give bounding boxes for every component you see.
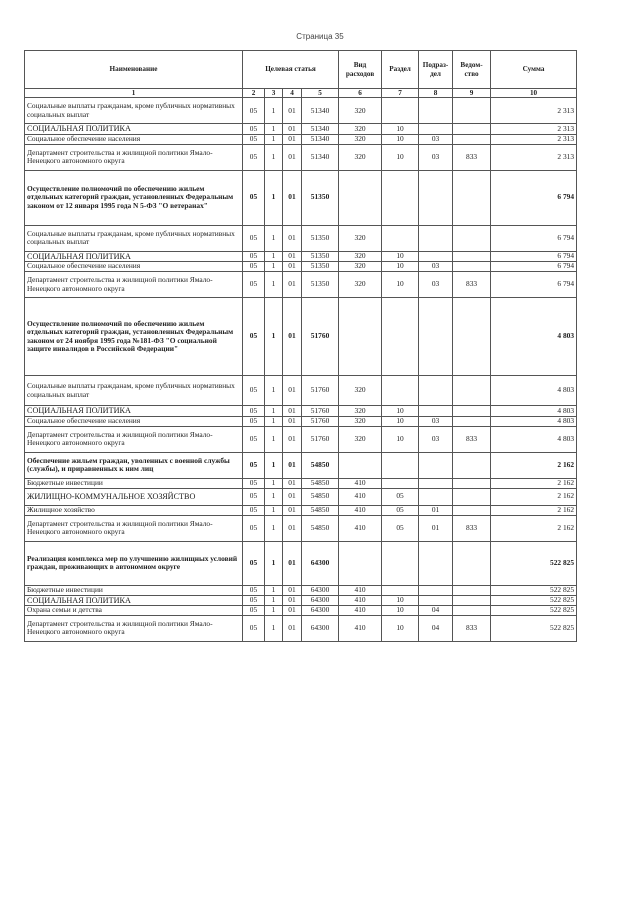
target-code-activity: 01	[283, 170, 302, 225]
target-code-direction: 54850	[302, 478, 339, 488]
amount: 2 162	[491, 488, 577, 505]
section: 10	[382, 262, 419, 272]
table-row	[25, 595, 577, 605]
department-code: 833	[453, 515, 491, 541]
target-code-program: 05	[243, 416, 265, 426]
section: 10	[382, 272, 419, 298]
target-code-activity: 01	[283, 144, 302, 170]
target-code-direction: 54850	[302, 515, 339, 541]
target-code-direction: 51760	[302, 376, 339, 406]
section	[382, 585, 419, 595]
target-code-program: 05	[243, 376, 265, 406]
subsection: 03	[419, 272, 453, 298]
amount: 2 162	[491, 478, 577, 488]
department-code	[453, 134, 491, 144]
target-code-activity: 01	[283, 251, 302, 261]
subsection: 03	[419, 416, 453, 426]
department-code	[453, 298, 491, 376]
subsection: 04	[419, 615, 453, 641]
subsection	[419, 585, 453, 595]
target-code-program: 05	[243, 144, 265, 170]
row-name: Социальное обеспечение населения	[25, 134, 243, 144]
target-code-activity: 01	[283, 406, 302, 416]
row-name: Осуществление полномочий по обеспечению жильем отдельных категорий граждан, установленных Федеральным законом от 24 ноября 1995 года №181-ФЗ "О социальной защите инвалидов в Российской Федерации"	[25, 298, 243, 376]
department-code: 833	[453, 426, 491, 452]
col-number: 1	[25, 89, 243, 98]
target-code-program: 05	[243, 134, 265, 144]
row-name: Обеспечение жильем граждан, уволенных с военной службы (службы), и приравненных к ним лиц	[25, 452, 243, 478]
target-code-program: 05	[243, 426, 265, 452]
target-code-subprogram: 1	[265, 541, 283, 585]
header-podrazdel: Подраз-дел	[419, 51, 453, 89]
header-vedomstvo: Ведом-ство	[453, 51, 491, 89]
amount: 6 794	[491, 262, 577, 272]
row-name: Бюджетные инвестиции	[25, 478, 243, 488]
table-row	[25, 406, 577, 416]
expense-type: 410	[339, 595, 382, 605]
table-row	[25, 585, 577, 595]
target-code-program: 05	[243, 298, 265, 376]
target-code-subprogram: 1	[265, 478, 283, 488]
section: 05	[382, 515, 419, 541]
department-code: 833	[453, 144, 491, 170]
target-code-activity: 01	[283, 595, 302, 605]
subsection	[419, 124, 453, 134]
row-name: Департамент строительства и жилищной политики Ямало-Ненецкого автономного округа	[25, 515, 243, 541]
target-code-subprogram: 1	[265, 595, 283, 605]
expense-type	[339, 170, 382, 225]
row-name: Социальные выплаты гражданам, кроме публичных нормативных социальных выплат	[25, 98, 243, 124]
column-number-row	[25, 89, 577, 98]
subsection	[419, 251, 453, 261]
target-code-subprogram: 1	[265, 98, 283, 124]
table-row	[25, 251, 577, 261]
department-code	[453, 595, 491, 605]
target-code-direction: 51760	[302, 426, 339, 452]
amount: 522 825	[491, 605, 577, 615]
target-code-subprogram: 1	[265, 144, 283, 170]
target-code-subprogram: 1	[265, 585, 283, 595]
section	[382, 98, 419, 124]
target-code-program: 05	[243, 615, 265, 641]
target-code-program: 05	[243, 488, 265, 505]
department-code	[453, 406, 491, 416]
target-code-program: 05	[243, 452, 265, 478]
subsection	[419, 98, 453, 124]
subsection	[419, 541, 453, 585]
row-name: СОЦИАЛЬНАЯ ПОЛИТИКА	[25, 406, 243, 416]
table-row	[25, 376, 577, 406]
section: 10	[382, 605, 419, 615]
subsection	[419, 376, 453, 406]
row-name: Реализация комплекса мер по улучшению жилищных условий граждан, проживающих в автономном округе	[25, 541, 243, 585]
department-code: 833	[453, 272, 491, 298]
target-code-activity: 01	[283, 376, 302, 406]
expense-type: 320	[339, 406, 382, 416]
expense-type: 410	[339, 615, 382, 641]
target-code-program: 05	[243, 605, 265, 615]
col-number: 9	[453, 89, 491, 98]
expense-type: 320	[339, 134, 382, 144]
target-code-subprogram: 1	[265, 262, 283, 272]
empty-page-area	[0, 762, 640, 905]
page-number-label: Страница 35	[296, 32, 344, 41]
table-row	[25, 272, 577, 298]
department-code	[453, 376, 491, 406]
subsection	[419, 452, 453, 478]
department-code	[453, 452, 491, 478]
department-code	[453, 98, 491, 124]
section: 10	[382, 406, 419, 416]
table-row	[25, 298, 577, 376]
target-code-subprogram: 1	[265, 251, 283, 261]
row-name: Осуществление полномочий по обеспечению жильем отдельных категорий граждан, установленных Федеральным законом от 12 января 1995 года N 5-ФЗ "О ветеранах"	[25, 170, 243, 225]
target-code-direction: 54850	[302, 488, 339, 505]
target-code-direction: 51340	[302, 98, 339, 124]
subsection: 04	[419, 605, 453, 615]
section	[382, 170, 419, 225]
table-row	[25, 541, 577, 585]
section: 10	[382, 124, 419, 134]
target-code-direction: 54850	[302, 452, 339, 478]
amount: 4 803	[491, 376, 577, 406]
col-number: 4	[283, 89, 302, 98]
target-code-program: 05	[243, 406, 265, 416]
target-code-direction: 51350	[302, 262, 339, 272]
target-code-direction: 51760	[302, 406, 339, 416]
expense-type: 320	[339, 225, 382, 251]
expense-type: 320	[339, 262, 382, 272]
target-code-direction: 51760	[302, 298, 339, 376]
expense-type: 410	[339, 585, 382, 595]
amount: 2 313	[491, 134, 577, 144]
expense-type: 320	[339, 251, 382, 261]
subsection: 03	[419, 262, 453, 272]
target-code-direction: 51340	[302, 144, 339, 170]
target-code-direction: 51350	[302, 272, 339, 298]
target-code-program: 05	[243, 515, 265, 541]
target-code-subprogram: 1	[265, 505, 283, 515]
section: 10	[382, 134, 419, 144]
target-code-activity: 01	[283, 298, 302, 376]
subsection: 03	[419, 134, 453, 144]
expense-type: 320	[339, 416, 382, 426]
target-code-direction: 64300	[302, 541, 339, 585]
target-code-activity: 01	[283, 225, 302, 251]
department-code	[453, 605, 491, 615]
row-name: Бюджетные инвестиции	[25, 585, 243, 595]
row-name: СОЦИАЛЬНАЯ ПОЛИТИКА	[25, 595, 243, 605]
expense-type	[339, 541, 382, 585]
section	[382, 225, 419, 251]
department-code	[453, 478, 491, 488]
target-code-direction: 51760	[302, 416, 339, 426]
target-code-program: 05	[243, 225, 265, 251]
section: 05	[382, 488, 419, 505]
subsection	[419, 478, 453, 488]
row-name: Департамент строительства и жилищной политики Ямало-Ненецкого автономного округа	[25, 426, 243, 452]
amount: 4 803	[491, 298, 577, 376]
row-name: Департамент строительства и жилищной политики Ямало-Ненецкого автономного округа	[25, 615, 243, 641]
table-row	[25, 262, 577, 272]
expense-type: 320	[339, 272, 382, 298]
header-vid: Вид расходов	[339, 51, 382, 89]
subsection	[419, 488, 453, 505]
section: 10	[382, 416, 419, 426]
amount: 4 803	[491, 406, 577, 416]
expense-type: 320	[339, 376, 382, 406]
department-code	[453, 251, 491, 261]
expense-type: 320	[339, 144, 382, 170]
amount: 522 825	[491, 615, 577, 641]
target-code-subprogram: 1	[265, 488, 283, 505]
table-row	[25, 416, 577, 426]
table-row	[25, 124, 577, 134]
target-code-direction: 54850	[302, 505, 339, 515]
target-code-activity: 01	[283, 452, 302, 478]
target-code-direction: 51350	[302, 170, 339, 225]
expense-type	[339, 298, 382, 376]
target-code-program: 05	[243, 585, 265, 595]
department-code: 833	[453, 615, 491, 641]
target-code-direction: 51350	[302, 225, 339, 251]
table-row	[25, 515, 577, 541]
header-target: Целевая статья	[243, 51, 339, 89]
target-code-activity: 01	[283, 134, 302, 144]
row-name: Департамент строительства и жилищной политики Ямало-Ненецкого автономного округа	[25, 144, 243, 170]
department-code	[453, 488, 491, 505]
target-code-activity: 01	[283, 416, 302, 426]
expense-type	[339, 452, 382, 478]
section: 10	[382, 426, 419, 452]
target-code-subprogram: 1	[265, 406, 283, 416]
target-code-subprogram: 1	[265, 225, 283, 251]
department-code	[453, 170, 491, 225]
row-name: Социальные выплаты гражданам, кроме публичных нормативных социальных выплат	[25, 225, 243, 251]
section	[382, 298, 419, 376]
section: 10	[382, 144, 419, 170]
section	[382, 376, 419, 406]
row-name: Департамент строительства и жилищной политики Ямало-Ненецкого автономного округа	[25, 272, 243, 298]
department-code	[453, 262, 491, 272]
subsection: 03	[419, 426, 453, 452]
amount: 4 803	[491, 426, 577, 452]
row-name: Социальное обеспечение населения	[25, 262, 243, 272]
target-code-subprogram: 1	[265, 426, 283, 452]
header-row	[25, 51, 577, 89]
section	[382, 541, 419, 585]
expense-type: 320	[339, 124, 382, 134]
table-row	[25, 615, 577, 641]
section	[382, 478, 419, 488]
amount: 6 794	[491, 251, 577, 261]
col-number: 7	[382, 89, 419, 98]
target-code-subprogram: 1	[265, 605, 283, 615]
department-code	[453, 225, 491, 251]
target-code-activity: 01	[283, 488, 302, 505]
target-code-direction: 51340	[302, 124, 339, 134]
header-summa: Сумма	[491, 51, 577, 89]
target-code-program: 05	[243, 124, 265, 134]
table-row	[25, 134, 577, 144]
expense-type: 410	[339, 515, 382, 541]
target-code-subprogram: 1	[265, 416, 283, 426]
table-row	[25, 144, 577, 170]
table-row	[25, 478, 577, 488]
target-code-direction: 51350	[302, 251, 339, 261]
target-code-activity: 01	[283, 541, 302, 585]
row-name: ЖИЛИЩНО-КОММУНАЛЬНОЕ ХОЗЯЙСТВО	[25, 488, 243, 505]
section: 10	[382, 595, 419, 605]
target-code-subprogram: 1	[265, 515, 283, 541]
target-code-program: 05	[243, 251, 265, 261]
department-code	[453, 585, 491, 595]
amount: 6 794	[491, 272, 577, 298]
target-code-subprogram: 1	[265, 134, 283, 144]
expense-type: 320	[339, 98, 382, 124]
row-name: Охрана семьи и детства	[25, 605, 243, 615]
target-code-program: 05	[243, 262, 265, 272]
department-code	[453, 505, 491, 515]
target-code-program: 05	[243, 541, 265, 585]
header-razdel: Раздел	[382, 51, 419, 89]
target-code-activity: 01	[283, 585, 302, 595]
department-code	[453, 416, 491, 426]
section: 05	[382, 505, 419, 515]
col-number: 3	[265, 89, 283, 98]
row-name: СОЦИАЛЬНАЯ ПОЛИТИКА	[25, 124, 243, 134]
target-code-subprogram: 1	[265, 124, 283, 134]
target-code-activity: 01	[283, 272, 302, 298]
target-code-activity: 01	[283, 615, 302, 641]
table-row	[25, 452, 577, 478]
subsection: 01	[419, 515, 453, 541]
target-code-subprogram: 1	[265, 272, 283, 298]
target-code-activity: 01	[283, 124, 302, 134]
target-code-activity: 01	[283, 605, 302, 615]
col-number: 5	[302, 89, 339, 98]
target-code-program: 05	[243, 505, 265, 515]
department-code	[453, 124, 491, 134]
col-number: 6	[339, 89, 382, 98]
target-code-activity: 01	[283, 515, 302, 541]
amount: 6 794	[491, 170, 577, 225]
target-code-activity: 01	[283, 98, 302, 124]
target-code-activity: 01	[283, 505, 302, 515]
table-row	[25, 505, 577, 515]
budget-table	[24, 50, 577, 642]
amount: 6 794	[491, 225, 577, 251]
section	[382, 452, 419, 478]
subsection	[419, 298, 453, 376]
subsection: 03	[419, 144, 453, 170]
section: 10	[382, 615, 419, 641]
target-code-program: 05	[243, 478, 265, 488]
subsection	[419, 225, 453, 251]
expense-type: 410	[339, 478, 382, 488]
table-row	[25, 426, 577, 452]
table-row	[25, 225, 577, 251]
subsection	[419, 406, 453, 416]
department-code	[453, 541, 491, 585]
table-row	[25, 170, 577, 225]
col-number: 10	[491, 89, 577, 98]
amount: 2 162	[491, 452, 577, 478]
col-number: 8	[419, 89, 453, 98]
target-code-subprogram: 1	[265, 298, 283, 376]
target-code-program: 05	[243, 170, 265, 225]
subsection	[419, 170, 453, 225]
target-code-direction: 64300	[302, 585, 339, 595]
target-code-subprogram: 1	[265, 376, 283, 406]
table-row	[25, 605, 577, 615]
amount: 2 313	[491, 144, 577, 170]
row-name: Социальное обеспечение населения	[25, 416, 243, 426]
section: 10	[382, 251, 419, 261]
amount: 2 162	[491, 515, 577, 541]
target-code-program: 05	[243, 272, 265, 298]
target-code-subprogram: 1	[265, 615, 283, 641]
target-code-direction: 64300	[302, 595, 339, 605]
target-code-activity: 01	[283, 262, 302, 272]
expense-type: 410	[339, 505, 382, 515]
table-row	[25, 488, 577, 505]
target-code-direction: 64300	[302, 615, 339, 641]
expense-type: 410	[339, 605, 382, 615]
target-code-direction: 51340	[302, 134, 339, 144]
target-code-subprogram: 1	[265, 170, 283, 225]
amount: 2 313	[491, 98, 577, 124]
table-row	[25, 98, 577, 124]
header-name: Наименование	[25, 51, 243, 89]
amount: 2 313	[491, 124, 577, 134]
row-name: СОЦИАЛЬНАЯ ПОЛИТИКА	[25, 251, 243, 261]
amount: 522 825	[491, 595, 577, 605]
target-code-activity: 01	[283, 426, 302, 452]
amount: 522 825	[491, 541, 577, 585]
row-name: Социальные выплаты гражданам, кроме публичных нормативных социальных выплат	[25, 376, 243, 406]
expense-type: 410	[339, 488, 382, 505]
target-code-subprogram: 1	[265, 452, 283, 478]
target-code-program: 05	[243, 98, 265, 124]
target-code-direction: 64300	[302, 605, 339, 615]
subsection: 01	[419, 505, 453, 515]
row-name: Жилищное хозяйство	[25, 505, 243, 515]
subsection	[419, 595, 453, 605]
amount: 2 162	[491, 505, 577, 515]
col-number: 2	[243, 89, 265, 98]
target-code-activity: 01	[283, 478, 302, 488]
amount: 4 803	[491, 416, 577, 426]
amount: 522 825	[491, 585, 577, 595]
expense-type: 320	[339, 426, 382, 452]
target-code-program: 05	[243, 595, 265, 605]
